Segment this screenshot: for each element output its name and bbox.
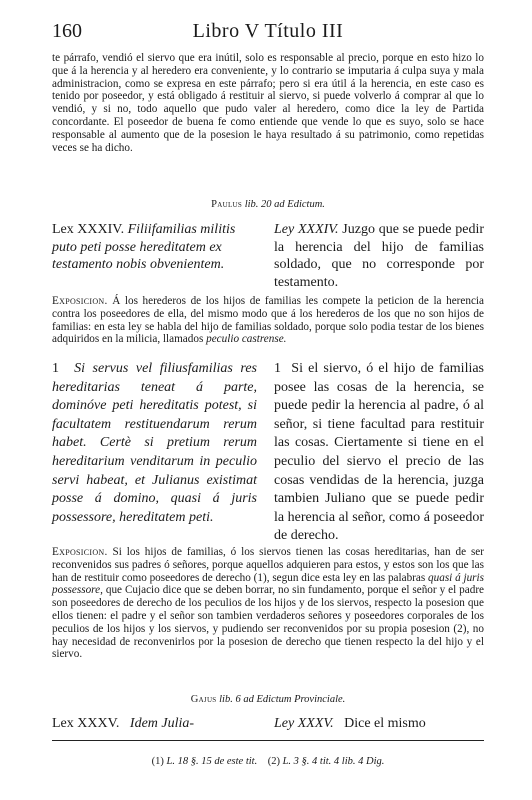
paragraph-1-latin-text: Si servus vel filiusfamilias res hereditarias teneat á parte, dominóve peti hereditatis potest, si facultatem restituendarum rerum habet. Certè si pretium rerum hereditarium venditarum in peculio servi habeat, et Julianus existimat posse á domino, quasi á juris possessore, hereditatem peti. [52, 361, 258, 525]
law-35-spanish [274, 715, 484, 733]
exposition-term: peculio castrense. [206, 333, 287, 346]
law-34-latin-head: Lex XXXIV. [52, 222, 125, 237]
exposition-2 [52, 546, 484, 661]
attribution-source: lib. 20 ad Edictum. [244, 199, 325, 210]
law-34-spanish-head: Ley XXXIV. [274, 222, 339, 237]
attribution-gajus [52, 694, 484, 705]
law-34-spanish [274, 221, 484, 291]
law-35-spanish-head: Ley XXXV. [274, 716, 334, 731]
attribution-paulus [52, 199, 484, 210]
footnotes [52, 756, 484, 767]
exposition-1 [52, 295, 484, 346]
footnote-1-reference: L. 18 §. 15 [166, 756, 212, 767]
paragraph-1-spanish [274, 360, 484, 546]
paragraph-1-spanish-text: Si el siervo, ó el hijo de familias posee las cosas de la herencia, se puede pedir la herencia al padre, ó al señor, si tiene facultad para restituir las cosas. Ciertamente si tiene en el peculio del siervo el precio de las cosas vendidas de la herencia, juzga tambien Juliano que se puede pedir la herencia al señor, como á poseedor de derecho. [274, 361, 485, 544]
exposition-text: Á los herederos de los hijos de familias les compete la peticion de la herencia contra los poseedores de ella, del mismo modo que á los herederos de los que no son hijos de familias: en esta ley se habla del hijo de familias soldado, porque solo podia testar de los bienes adquiridos en la milicia, llamados [52, 295, 484, 346]
footnote-1-tail: de este tit. [214, 756, 258, 767]
exposition-label: Exposicion. [52, 295, 108, 307]
paragraph-1-spanish-number: 1 [274, 361, 281, 376]
intro-paragraph: te párrafo, vendió el siervo que era inútil, solo es responsable al precio, porque en esto hizo lo que á la herencia y al heredero era conveniente, y lo contrario se imputaria á culpa suya y mala administracion, como se expresa en este párrafo; pero si era útil á la herencia, en este caso es tenido por poseedor, y está obligado á restituir al siervo, si puede volverlo á comprar al que lo vendió, y si no, todo aquello que pudo valer al heredero, como dice la ley de Partida concordante. El poseedor de buena fe como entiende que vende lo que es suyo, solo se hace responsable al aumento que de la posesion le haya resultado á su patrimonio, como repetidas veces se ha dicho. [52, 52, 484, 154]
exposition-text-a: Si los hijos de familias, ó los siervos tienen las cosas hereditarias, han de ser reconvenidos sus padres ó señores, porque aquellos adquieren para estos, y estos son los que las han de restituir como poseedores de derecho (1), segun dice esta ley en las palabras [52, 546, 485, 584]
footnote-1-number: (1) [151, 756, 164, 767]
exposition-text-b: que Cujacio dice que se deben borrar, no sin fundamento, porque el señor y el padre son poseedores de derecho de los peculios de los hijos y de los siervos, respecto la posesion que ellos tienen: el padre y el señor son tambien verdaderos señores y poseedores corporales de los peculios de los hijos y los siervos, y pudiendo ser reconvenidos por su propia posesion (2), no hay necesidad de reconvenirlos por la posesion de derecho que tienen respecto la del hijo y el siervo. [52, 584, 485, 661]
book-page [52, 18, 484, 788]
footnote-2-tail: tit. 4 lib. 4 Dig. [319, 756, 385, 767]
attribution-source: lib. 6 ad Edictum Provinciale. [219, 694, 346, 705]
law-35-latin [52, 715, 257, 733]
law-34-latin-text: Filiifamilias militis puto peti posse hereditatem ex testamento nobis obvenientem. [52, 222, 236, 273]
law-35-latin-text: Idem Julia- [129, 716, 195, 731]
attribution-author: Gajus [190, 694, 217, 705]
paragraph-1-latin [52, 360, 257, 527]
running-title: Libro V Título III [192, 20, 344, 42]
exposition-label: Exposicion. [52, 546, 108, 558]
footnote-2-reference: L. 3 §. 4 [282, 756, 318, 767]
law-34-spanish-text: Juzgo que se puede pedir la herencia del hijo de familias soldado, que no corresponde por testamento. [274, 222, 485, 290]
footnote-2-number: (2) [267, 756, 280, 767]
paragraph-1-latin-number: 1 [52, 361, 59, 376]
law-34-latin [52, 221, 257, 274]
law-35-latin-head: Lex XXXV. [52, 716, 120, 731]
running-header [52, 18, 484, 46]
exposition-term: quasi á juris possessore, [52, 571, 484, 597]
attribution-author: Paulus [211, 199, 243, 210]
law-35-spanish-text: Dice el mismo [344, 716, 426, 731]
footnote-rule [52, 740, 484, 741]
page-number: 160 [52, 20, 82, 42]
